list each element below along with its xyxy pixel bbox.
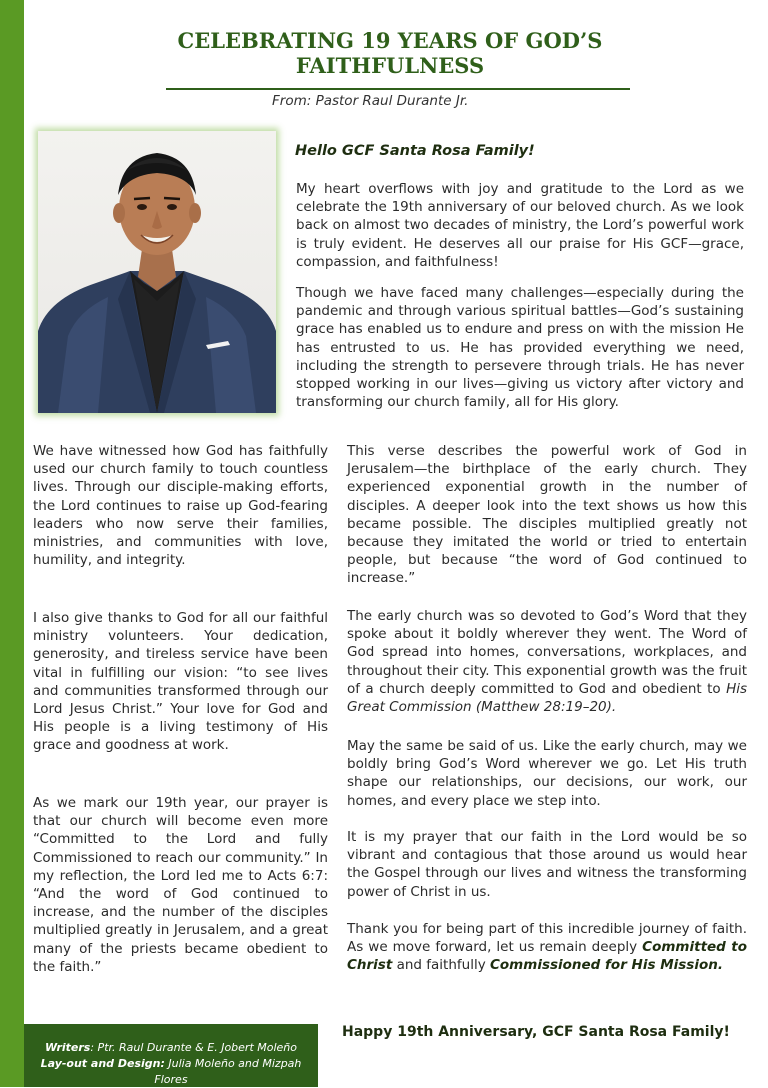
pastor-photo bbox=[38, 131, 276, 413]
left-paragraph-3: As we mark our 19th year, our prayer is that our church will become even more “Committed to the Lord and fully Commissioned to reach our community.” In my reflection, the Lord led me to Acts 6:7: “And the word of God continued to increase, and the number of the disciples multiplied greatly in Jerusalem, and a great many of the priests became obedient to the faith.” bbox=[33, 795, 328, 975]
commissioned-phrase: Commissioned for His Mission. bbox=[490, 957, 723, 974]
intro-paragraph-2: Though we have faced many challenges—especially during the pandemic and through various spiritual battles—God’s sustaining grace has enabled us to endure and press on with the mission He has entrusted to us. He has provided everything we need, including the strength to persevere through trials. He has never stopped working in our lives—giving us victory after victory and transforming our church family, all for His glory. bbox=[296, 285, 744, 411]
right-paragraph-2-text: The early church was so devoted to God’s Word that they spoke about it boldly wherever they went. The Word of God spread into homes, conversations, workplaces, and throughout their city. This exponential growth was the fruit of a church deeply committed to God and obedient to bbox=[347, 608, 747, 697]
writers-credit bbox=[24, 1040, 318, 1056]
right-paragraph-3: May the same be said of us. Like the early church, may we boldly bring God’s Word wherever we go. Let His truth shape our relationships, our decisions, our work, our homes, and every place we step into. bbox=[347, 738, 747, 809]
right-paragraph-5 bbox=[347, 920, 747, 975]
right-paragraph-5-text-2: and faithfully bbox=[392, 957, 490, 974]
writers-label: Writers bbox=[44, 1041, 91, 1054]
committed-to-christ-phrase: Committed to Christ bbox=[347, 939, 747, 974]
closing-message: Happy 19th Anniversary, GCF Santa Rosa Family! bbox=[342, 1024, 730, 1040]
right-paragraph-2 bbox=[347, 607, 747, 716]
author-byline: From: Pastor Raul Durante Jr. bbox=[272, 93, 469, 109]
credits-box bbox=[24, 1024, 318, 1087]
title-divider bbox=[166, 88, 630, 90]
layout-label: Lay-out and Design: bbox=[40, 1057, 165, 1070]
great-commission-reference: His Great Commission (Matthew 28:19–20). bbox=[347, 680, 747, 716]
greeting: Hello GCF Santa Rosa Family! bbox=[295, 143, 535, 159]
right-paragraph-5-text-1: Thank you for being part of this incredible journey of faith. As we move forward, let us remain deeply bbox=[347, 921, 747, 956]
right-paragraph-4: It is my prayer that our faith in the Lord would be so vibrant and contagious that those around us would hear the Gospel through our lives and witness the transforming power of Christ in us. bbox=[347, 829, 747, 900]
layout-credit bbox=[24, 1056, 318, 1088]
layout-value: Julia Moleño and Mizpah Flores bbox=[154, 1057, 302, 1086]
intro-paragraph-1: My heart overflows with joy and gratitude to the Lord as we celebrate the 19th anniversary of our beloved church. As we look back on almost two decades of ministry, the Lord’s powerful work is truly evident. He deserves all our praise for His GCF—grace, compassion, and faithfulness! bbox=[296, 181, 744, 270]
left-paragraph-2: I also give thanks to God for all our faithful ministry volunteers. Your dedication, generosity, and tireless service have been vital in fulfilling our vision: “to see lives and communities transformed through our Lord Jesus Christ.” Your love for God and His people is a living testimony of His grace and goodness at work. bbox=[33, 610, 328, 754]
title-line-2: FAITHFULNESS bbox=[295, 53, 485, 78]
writers-value: : Ptr. Raul Durante & E. Jobert Moleño bbox=[90, 1041, 297, 1054]
left-paragraph-1: We have witnessed how God has faithfully used our church family to touch countless lives. Through our disciple-making efforts, the Lord continues to raise up God-fearing leaders who now serve their families, ministries, and communities with love, humility, and integrity. bbox=[33, 443, 328, 569]
title-line-1: CELEBRATING 19 YEARS OF GOD’S bbox=[177, 28, 603, 53]
page-title bbox=[150, 28, 630, 78]
left-accent-bar bbox=[0, 0, 24, 1087]
right-paragraph-1: This verse describes the powerful work of God in Jerusalem—the birthplace of the early church. They experienced exponential growth in the number of disciples. A deeper look into the text shows us how this became possible. The disciples multiplied greatly not because they imitated the world or tried to entertain people, but because “the word of God continued to increase.” bbox=[347, 443, 747, 587]
